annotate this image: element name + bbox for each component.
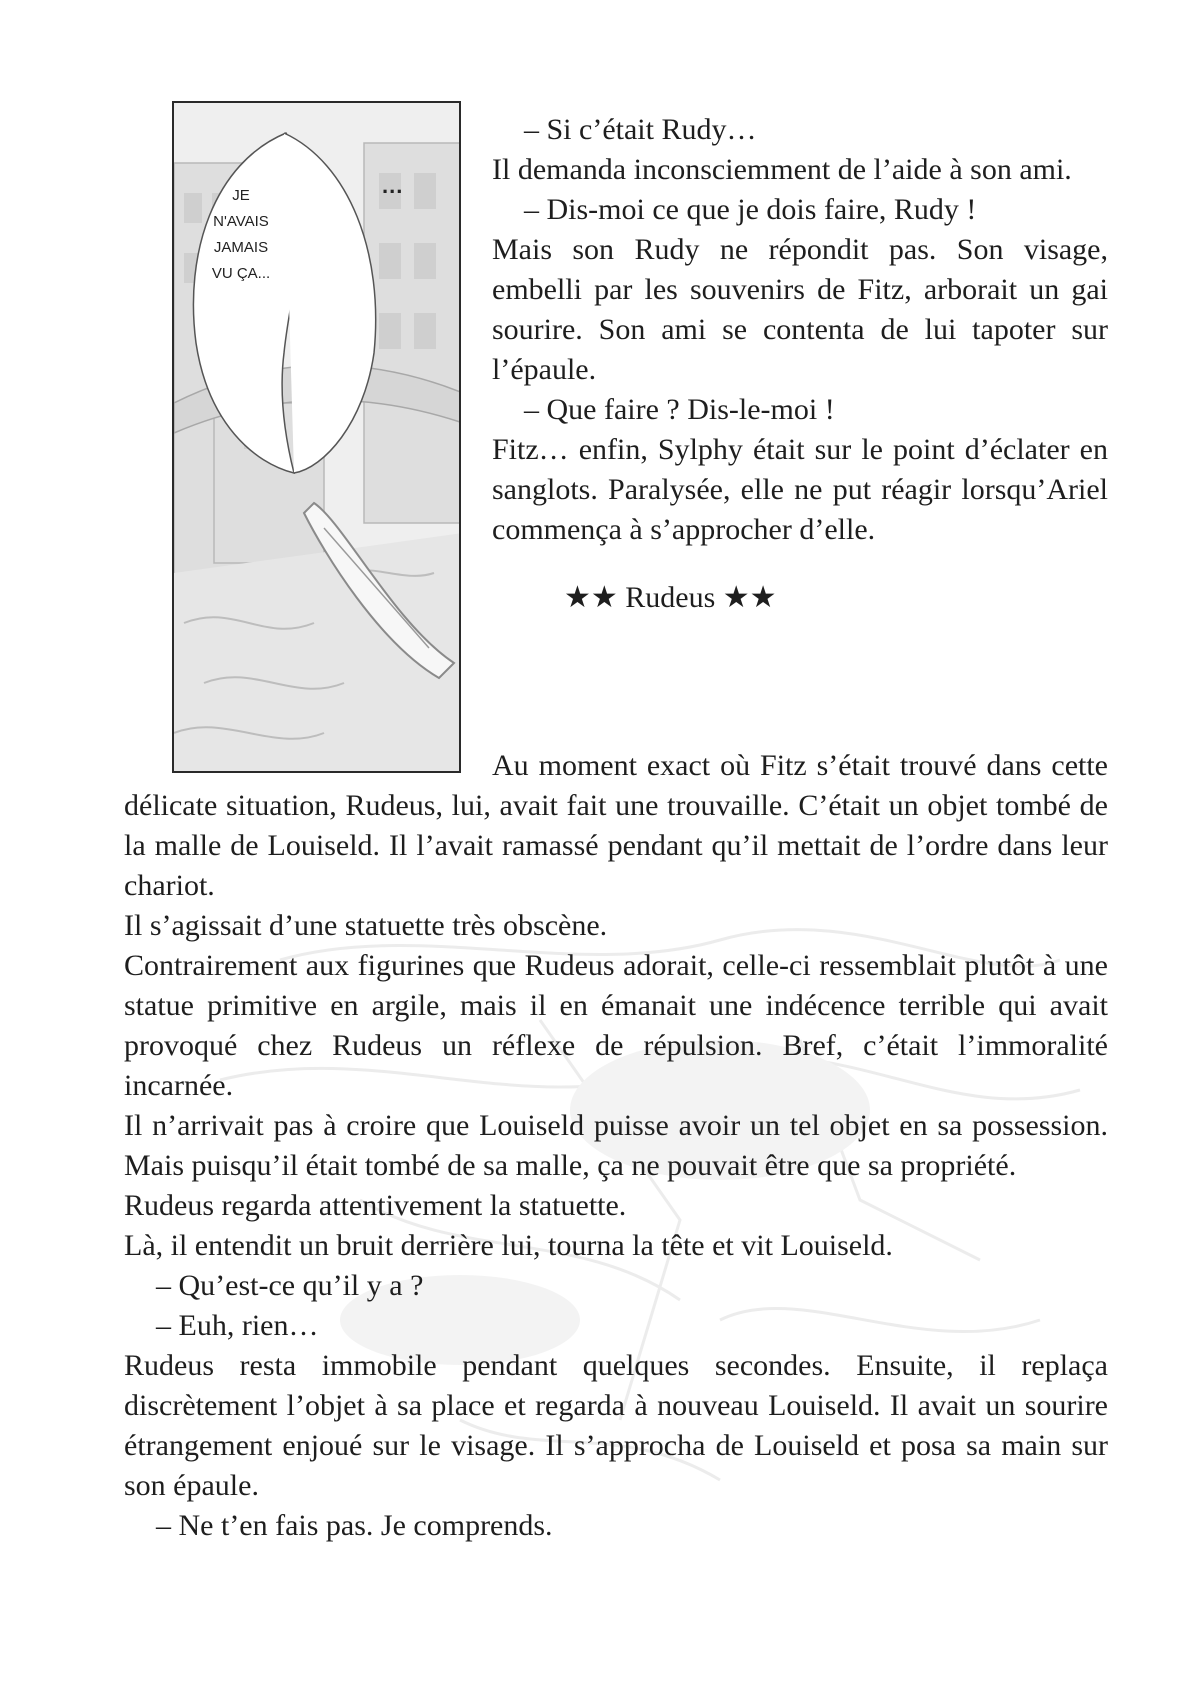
narration-paragraph: Rudeus regarda attentivement la statuette.: [124, 1189, 627, 1222]
upper-text-column: [492, 110, 1108, 658]
dialogue-line: – Dis-moi ce que je dois faire, Rudy !: [524, 193, 977, 226]
narration-paragraph: Là, il entendit un bruit derrière lui, tourna la tête et vit Louiseld.: [124, 1229, 893, 1262]
manga-panel: [172, 101, 461, 773]
dialogue-line: – Que faire ? Dis-le-moi !: [524, 393, 835, 426]
narration-paragraph: Il s’agissait d’une statuette très obscène.: [124, 909, 608, 942]
dialogue-line: – Ne t’en fais pas. Je comprends.: [156, 1509, 553, 1542]
narration-paragraph: Mais son Rudy ne répondit pas. Son visage, embelli par les souvenirs de Fitz, arborait un gai sourire. Son ami se contenta de lui tapoter sur l’épaule.: [492, 233, 1108, 386]
dialogue-line: – Euh, rien…: [156, 1309, 319, 1342]
speech-bubble-text: JE N'AVAIS JAMAIS VU ÇA...: [211, 187, 271, 282]
narration-paragraph: Il n’arrivait pas à croire que Louiseld puisse avoir un tel objet en sa possession. Mais puisqu’il était tombé de sa malle, ça ne pouvait être que sa propriété.: [124, 1109, 1108, 1182]
narration-paragraph: Il demanda inconsciemment de l’aide à son ami.: [492, 153, 1072, 186]
narration-paragraph: Fitz… enfin, Sylphy était sur le point d’éclater en sanglots. Paralysée, elle ne put réagir lorsqu’Ariel commença à s’approcher d’elle.: [492, 433, 1108, 546]
lower-text-block: [124, 746, 1108, 1546]
speech-ellipsis: ...: [382, 173, 404, 198]
scene-break-heading: ★★ Rudeus ★★: [564, 581, 777, 614]
narration-paragraph: Rudeus resta immobile pendant quelques secondes. Ensuite, il replaça discrètement l’objet à sa place et regarda à nouveau Louiseld. Il avait un sourire étrangement enjoué sur le visage. Il s’approcha de Louiseld et posa sa main sur son épaule.: [124, 1349, 1108, 1502]
narration-paragraph: Au moment exact où Fitz s’était trouvé dans cette délicate situation, Rudeus, lui, avait fait une trouvaille. C’était un objet tombé de la malle de Louiseld. Il l’avait ramassé pendant qu’il mettait de l’ordre dans leur chariot.: [124, 749, 1108, 902]
dialogue-line: – Si c’était Rudy…: [524, 113, 757, 146]
dialogue-line: – Qu’est-ce qu’il y a ?: [156, 1269, 424, 1302]
narration-paragraph: Contrairement aux figurines que Rudeus adorait, celle-ci ressemblait plutôt à une statue primitive en argile, mais il en émanait une indécence terrible qui avait provoqué chez Rudeus un réflexe de répulsion. Bref, c’était l’immoralité incarnée.: [124, 949, 1108, 1102]
